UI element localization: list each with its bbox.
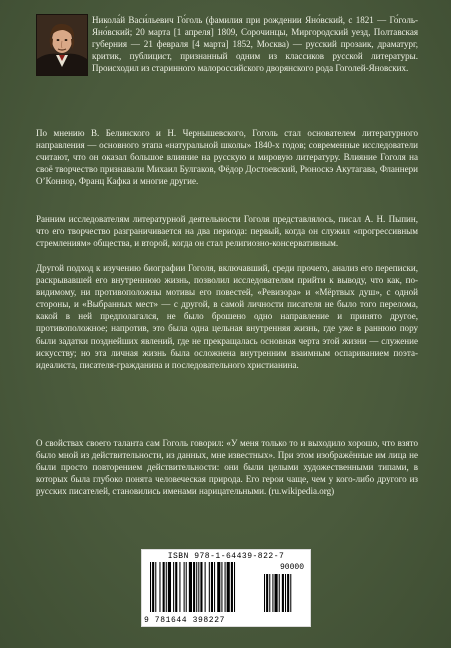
barcode-digits: 9 781644 398227 xyxy=(144,616,226,625)
portrait-spacer xyxy=(36,14,92,76)
paragraph-text: Ранним исследователям литературной деятельности Гоголя представлялось, писал А. Н. Пыпин, что его творчество разграничивается на два периода: первый, когда он служил «прогрессивным стремлениям» общества, и второй, когда он стал религиозно-консервативным. xyxy=(36,214,418,249)
intro-paragraph xyxy=(36,14,418,76)
paragraph-text: Другой подход к изучению биографии Гоголя, включавший, среди прочего, анализ его переписки, раскрывавшей его внутреннюю жизнь, позволил исследователям прийти к выводу, что как, по-видимому, ни противоположны мотивы его повестей, «Ревизора» и «Мёртвых душ», с одной стороны, и «Выбранных мест» — с другой, в самой личности писателя не было того перелома, какой в ней предполагался, не было брошено одно направление и принято другое, противоположное; напротив, это была одна цельная внутренняя жизнь, где уже в раннюю пору были задатки позднейших явлений, где не прекращалась основная черта этой жизни — служение искусству; но эта личная жизнь была осложнена внутренним взаимным оспариванием поэта-идеалиста, писателя-гражданина и последовательного христианина. xyxy=(36,263,418,370)
paragraph-text: О свойствах своего таланта сам Гоголь говорил: «У меня только то и выходило хорошо, что взято было мной из действительности, из данных, мне известных». При этом изображённые им лица не были просто повторением действительности: они были целыми художественными типами, в которых была глубоко понята человеческая природа. Его герои чаще, чем у кого-либо другого из русских писателей, становились именами нарицательными. (ru.wikipedia.org) xyxy=(36,438,418,497)
barcode-bars xyxy=(146,562,306,614)
isbn-barcode xyxy=(141,549,311,627)
paragraph-influence xyxy=(36,127,418,187)
intro-text: Никола́й Васи́льевич Го́голь (фамилия при рождении Яно́вский, с 1821 — Го́голь-Яно́вский; 20 марта [1 апреля] 1809, Сорочинцы, Миргородский уезд, Полтавская губерния — 21 февраля [4 марта] 1852, Москва) — русский прозаик, драматург, критик, публицист, признанный одним из классиков русской литературы. Происходил из старинного малороссийского дворянского рода Гоголей-Яновских. xyxy=(92,15,418,74)
paragraph-talent xyxy=(36,437,418,497)
paragraph-text: По мнению В. Белинского и Н. Чернышевского, Гоголь стал основателем литературного направления — основного этапа «натуральной школы» 1840-х годов; современные исследователи считают, что он оказал большое влияние на русскую и мировую литературу. Влияние Гоголя на своё творчество признавали Михаил Булгаков, Фёдор Достоевский, Рюноскэ Акутагава, Фланнери О’Коннор, Франц Кафка и многие другие. xyxy=(36,128,418,187)
price-code: 90000 xyxy=(279,563,304,572)
paragraph-biography xyxy=(36,262,418,371)
isbn-label: ISBN 978-1-64439-822-7 xyxy=(167,552,285,561)
paragraph-periods xyxy=(36,213,418,249)
